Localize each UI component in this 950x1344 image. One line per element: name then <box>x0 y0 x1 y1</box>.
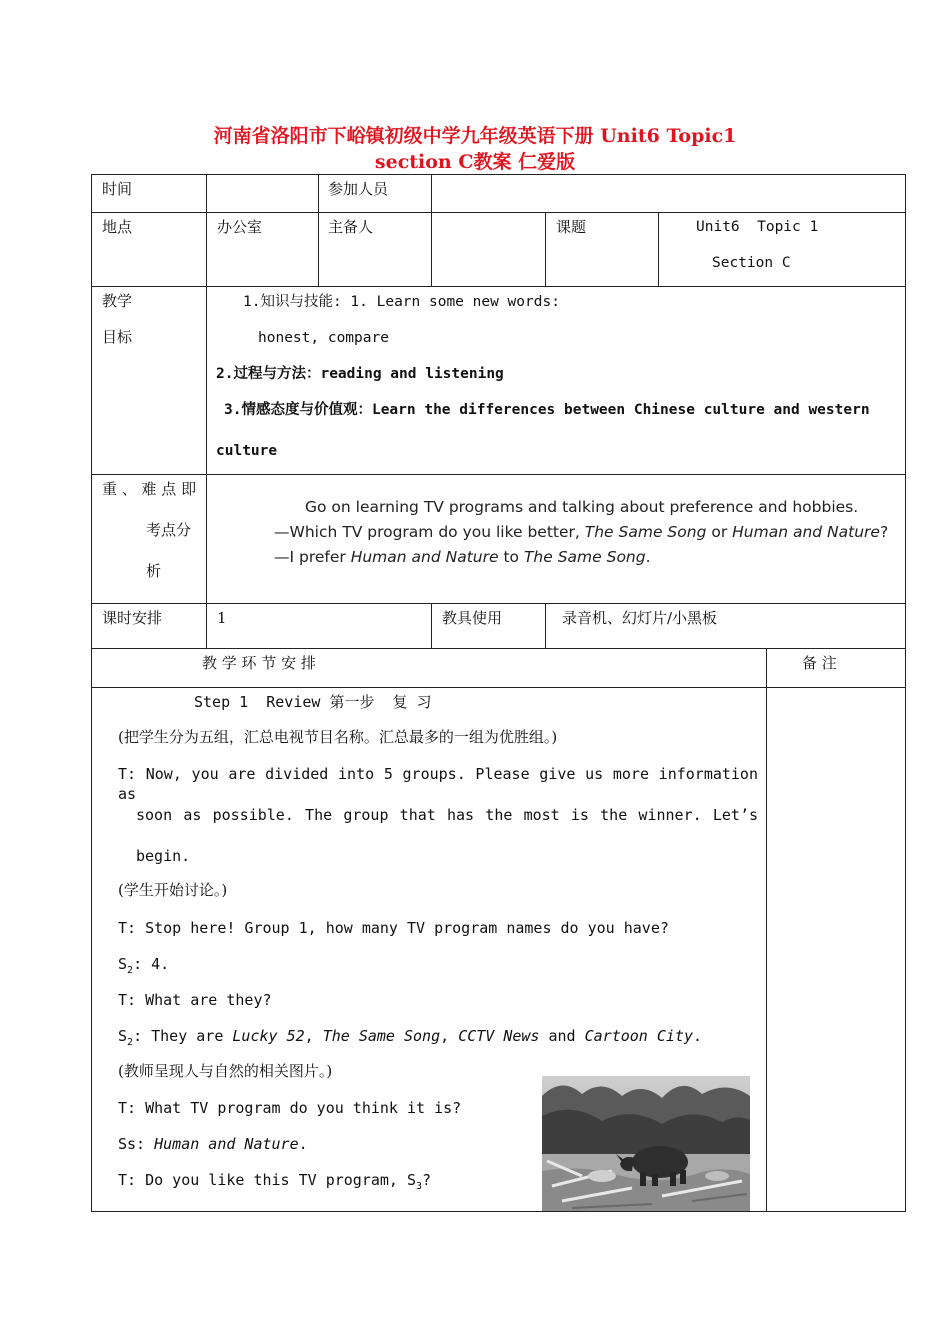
topic-label: 课题 <box>556 218 587 236</box>
goals-label-line1: 教学 <box>102 292 133 310</box>
lesson-teacher-line2: soon as possible. The group that has the most is the winner. Let’s <box>136 806 758 824</box>
topic-value-line1: Unit6 Topic 1 <box>696 219 819 235</box>
key-point-line3: —I prefer Human and Nature to The Same Song. <box>274 548 651 566</box>
lesson-student-list: $S_2$: They are Lucky 52, The Same Song, CCTV News and Cartoon City. <box>118 1027 703 1048</box>
key-points-label-line2: 考点分 <box>146 521 192 539</box>
place-label: 地点 <box>102 218 133 236</box>
key-point-line1: Go on learning TV programs and talking about preference and hobbies. <box>305 498 859 516</box>
lesson-note-discussion: (学生开始讨论。) <box>118 881 228 899</box>
lesson-teacher-like: T: Do you like this TV program, $S_3$? <box>118 1171 432 1192</box>
goal-knowledge: 1.知识与技能: 1. Learn some new words: <box>243 294 560 310</box>
key-points-label-line1: 重 、 难 点 即 <box>102 480 197 498</box>
step1-heading: Step 1 Review 第一步 复 习 <box>194 693 432 711</box>
goal-attitude: 3.情感态度与价值观：Learn the differences between Chinese culture and western <box>224 402 870 418</box>
participants-label: 参加人员 <box>328 180 389 198</box>
place-value: 办公室 <box>217 218 263 236</box>
rhino-photo <box>542 1076 750 1211</box>
lesson-note-grouping: (把学生分为五组，汇总电视节目名称。汇总最多的一组为优胜组。) <box>118 728 558 746</box>
document-title-line1: 河南省洛阳市下峪镇初级中学九年级英语下册 Unit6 Topic1 <box>213 125 737 147</box>
lesson-student-answer: $S_2$: 4. <box>118 955 170 976</box>
key-point-line2: —Which TV program do you like better, The Same Song or Human and Nature? <box>274 523 889 541</box>
lesson-teacher-ask: T: What TV program do you think it is? <box>118 1099 462 1117</box>
key-points-label-line3: 析 <box>146 562 162 580</box>
topic-value-line2: Section C <box>712 255 791 271</box>
steps-header: 教 学 环 节 安 排 <box>202 654 316 672</box>
hours-label: 课时安排 <box>102 609 163 627</box>
lesson-teacher-line1: T: Now, you are divided into 5 groups. Please give us more information as <box>118 765 758 803</box>
hours-value: 1 <box>217 609 227 627</box>
goal-attitude-cont: culture <box>216 443 278 459</box>
lesson-note-picture: (教师呈现人与自然的相关图片。) <box>118 1062 333 1080</box>
notes-header: 备 注 <box>802 654 837 672</box>
host-label: 主备人 <box>328 218 374 236</box>
tools-value: 录音机、幻灯片/小黑板 <box>562 609 718 627</box>
lesson-teacher-line3: begin. <box>136 847 191 865</box>
lesson-teacher-stop: T: Stop here! Group 1, how many TV program names do you have? <box>118 919 669 937</box>
tools-label: 教具使用 <box>442 609 503 627</box>
time-label: 时间 <box>102 180 133 198</box>
document-title-line2: section C教案 仁爱版 <box>374 151 576 173</box>
goals-label-line2: 目标 <box>102 328 133 346</box>
lesson-students-reply: Ss: Human and Nature. <box>118 1135 308 1153</box>
lesson-teacher-question: T: What are they? <box>118 991 272 1009</box>
goal-words: honest, compare <box>258 330 389 346</box>
goal-process: 2.过程与方法：reading and listening <box>216 366 504 382</box>
